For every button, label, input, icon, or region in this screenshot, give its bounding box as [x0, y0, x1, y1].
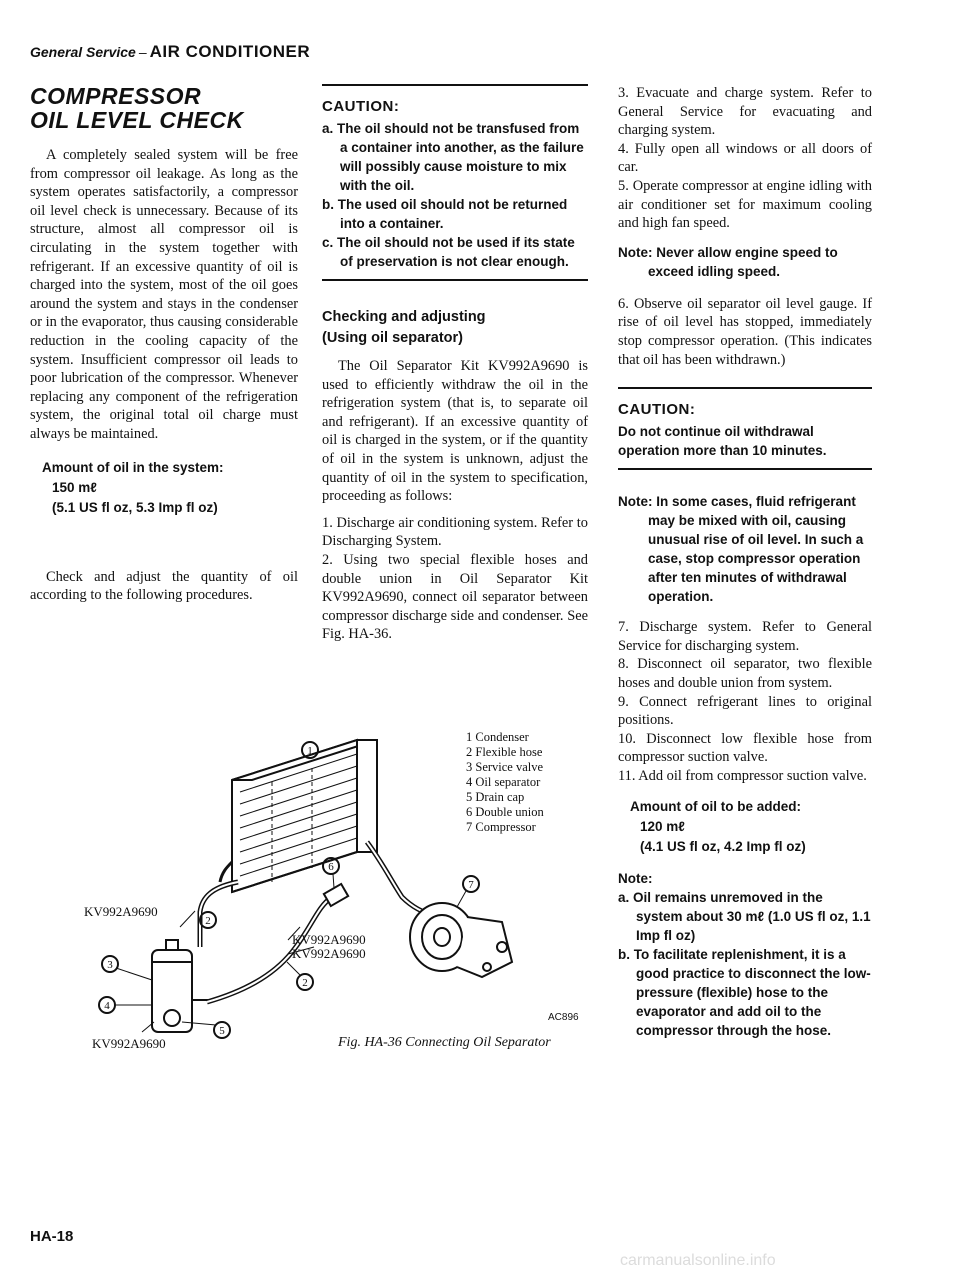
title-line-1: COMPRESSOR — [30, 83, 202, 109]
legend-item: 7 Compressor — [466, 820, 536, 834]
legend-item: 6 Double union — [466, 805, 544, 819]
step-item: 11. Add oil from compressor suction valve. — [618, 767, 867, 784]
legend-item: 3 Service valve — [466, 760, 544, 774]
caution-box-2 — [618, 389, 872, 468]
page-number: HA-18 — [30, 1228, 74, 1245]
oil-separator-paragraph: The Oil Separator Kit KV992A9690 is used to efficiently withdraw the oil in the refrigeration system (that is, to separate oil and refrigerant). If an excessive quantity of oil is charged in the system, or if the quantity of oil in the system is unknown, adjust the quantity of oil in the system to specification, proceeding as follows: — [322, 358, 588, 505]
spec-label: Amount of oil to be added: — [630, 799, 801, 815]
callout-label: 7 — [468, 879, 474, 891]
subsection-heading — [322, 307, 588, 349]
step-item: 4. Fully open all windows or all doors of car. — [618, 140, 872, 176]
figure-id: AC896 — [548, 1012, 579, 1023]
callout-label: 3 — [107, 959, 113, 971]
column-middle — [322, 84, 588, 644]
note-fluid-refrigerant: Note: In some cases, fluid refrigerant may be mixed with oil, causing unusual rise of oil level. In such a case, stop compressor operation after ten minutes of withdrawal operation. — [618, 494, 864, 605]
column-left — [30, 84, 298, 605]
compressor-illustration — [410, 903, 512, 977]
caution-item: a. The oil should not be transfused from a container into another, as the failure will possibly cause moisture to mix with the oil. — [322, 121, 584, 193]
callout-label: 4 — [104, 1000, 110, 1012]
legend-item: 2 Flexible hose — [466, 745, 543, 759]
page-header — [30, 42, 310, 62]
caution-title: CAUTION: — [618, 401, 696, 419]
figure-caption: Fig. HA-36 Connecting Oil Separator — [338, 1035, 551, 1050]
callout-label: 6 — [328, 861, 334, 873]
caution-title: CAUTION: — [322, 98, 400, 115]
header-topic: AIR CONDITIONER — [149, 42, 311, 61]
step-item: 8. Disconnect oil separator, two flexible hoses and double union from system. — [618, 656, 872, 691]
note-title: Note: — [618, 871, 653, 887]
spec-value-oz: (5.1 US fl oz, 5.3 Imp fl oz) — [52, 499, 218, 515]
legend-item: 4 Oil separator — [466, 775, 541, 789]
caution-box — [322, 86, 588, 279]
caution2-bottom-rule — [618, 468, 872, 470]
caution-item: Do not continue oil withdrawal operation more than 10 minutes. — [618, 424, 827, 459]
note-list — [618, 869, 872, 1040]
tool-label: KV992A9690 — [92, 1036, 166, 1051]
watermark: carmanualsonline.info — [620, 1252, 776, 1269]
step-item: 7. Discharge system. Refer to General Service for discharging system. — [618, 619, 872, 654]
header-section: General Service — [30, 44, 136, 60]
spec-value-ml: 120 mℓ — [640, 819, 685, 835]
section-title — [30, 84, 298, 132]
legend-item: 1 Condenser — [466, 730, 529, 744]
oil-separator-illustration — [152, 940, 212, 1032]
spec-value-oz: (4.1 US fl oz, 4.2 Imp fl oz) — [640, 839, 806, 855]
subhead-line-2: (Using oil separator) — [322, 330, 463, 346]
oil-added-spec — [618, 797, 872, 857]
note-item: a. Oil remains unremoved in the system about 30 mℓ (1.0 US fl oz, 1.1 Imp fl oz) — [618, 890, 871, 944]
tool-label: KV992A9690 — [84, 904, 158, 919]
step-item: 9. Connect refrigerant lines to original positions. — [618, 693, 872, 729]
callout-label: 1 — [307, 745, 313, 757]
spec-label: Amount of oil in the system: — [42, 459, 224, 475]
step-item: 6. Observe oil separator oil level gauge. If rise of oil level has stopped, immediately stop compressor operation. (This indicates that oil has been withdrawn.) — [618, 295, 872, 368]
callout-label: 2 — [302, 977, 308, 989]
note-idling: Note: Never allow engine speed to exceed idling speed. — [618, 244, 838, 279]
procedure-intro: Check and adjust the quantity of oil according to the following procedures. — [30, 568, 298, 604]
caution-item: b. The used oil should not be returned into a container. — [322, 197, 568, 231]
note-item: b. To facilitate replenishment, it is a good practice to disconnect the low-pressure (flexible) hose to the evaporator and add oil to the compressor through the hose. — [618, 947, 871, 1039]
step-item: 5. Operate compressor at engine idling with air conditioner set for maximum cooling and high fan speed. — [618, 177, 872, 232]
callout-label: 2 — [205, 915, 211, 927]
tool-label: KV992A9690 — [292, 932, 366, 947]
header-dash: – — [138, 44, 147, 60]
title-line-2: OIL LEVEL CHECK — [30, 107, 244, 133]
spec-value-ml: 150 mℓ — [52, 479, 97, 495]
step-item: 2. Using two special flexible hoses and double union in Oil Separator Kit KV992A9690, connect oil separator between compressor discharge side and condenser. See Fig. HA-36. — [322, 551, 588, 643]
step-item: 10. Disconnect low flexible hose from compressor suction valve. — [618, 730, 872, 766]
callout-label: 5 — [219, 1025, 225, 1037]
step-item: 3. Evacuate and charge system. Refer to General Service for evacuating and charging system. — [618, 85, 872, 139]
condenser-illustration — [232, 740, 377, 892]
caution-bottom-rule — [322, 279, 588, 281]
tool-label: KV992A9690 — [292, 946, 366, 961]
figure-legend — [466, 730, 544, 835]
oil-amount-spec — [30, 458, 298, 518]
step-item: 1. Discharge air conditioning system. Refer to Discharging System. — [322, 514, 588, 550]
caution-item: c. The oil should not be used if its state of preservation is not clear enough. — [322, 235, 575, 269]
column-right — [618, 84, 872, 1040]
intro-paragraph: A completely sealed system will be free from compressor oil leakage. As long as the system operates satisfactorily, a compressor oil level check is unnecessary. Because of its structure, almost all compressor oil is circulating in the system together with refrigerant. If an excessive quantity of oil is charged into the system, most of the oil goes around the system and stays in the condenser or in the evaporator, thus causing considerable reduction in the cooling capacity of the system. Insufficient compressor oil leads to poor lubrication of the compressor. Whenever replacing any component of the refrigeration system, the original total oil charge must always be maintained. — [30, 147, 298, 442]
legend-item: 5 Drain cap — [466, 790, 525, 804]
subhead-line-1: Checking and adjusting — [322, 309, 486, 325]
